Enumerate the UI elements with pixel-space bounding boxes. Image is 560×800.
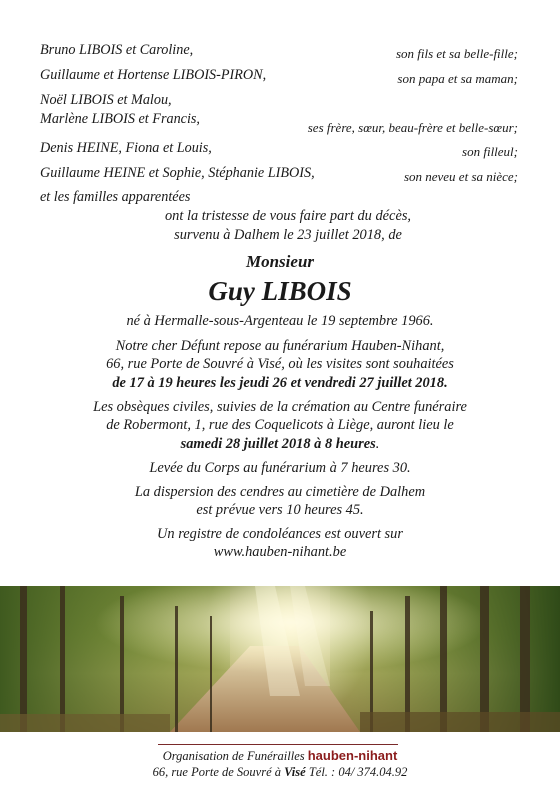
footer-org-prefix: Organisation de Funérailles [162, 749, 305, 763]
dispersion-line: La dispersion des cendres au cimetière de Dalhem [134, 484, 426, 500]
family-relation: son papa et sa maman; [397, 71, 518, 86]
funeral-date-line [0, 436, 560, 453]
family-row [0, 165, 560, 185]
announcement-line: survenu à Dalhem le 23 juillet 2018, de [174, 227, 402, 243]
family-row [0, 140, 560, 160]
family-row [0, 189, 560, 209]
footer-organisation [0, 748, 560, 764]
family-member-name: Guillaume et Hortense LIBOIS-PIRON, [40, 67, 267, 83]
deceased-title: Monsieur [245, 252, 315, 271]
family-row [0, 120, 560, 140]
family-row [0, 67, 560, 87]
announcement-line: ont la tristesse de vous faire part du décès, [164, 208, 412, 224]
family-member-name: Guillaume HEINE et Sophie, Stéphanie LIBOIS, [40, 165, 315, 181]
footer-city: Visé [284, 765, 306, 779]
family-row [0, 42, 560, 62]
visitation-line: Notre cher Défunt repose au funérarium Hauben-Nihant, [115, 338, 445, 354]
funeral-date: samedi 28 juillet 2018 à 8 heures [180, 436, 376, 452]
registry-url[interactable]: www.hauben-nihant.be [213, 544, 347, 560]
funeral-date-end: . [375, 436, 380, 452]
funeral-line: de Robermont, 1, rue des Coquelicots à Liège, auront lieu le [106, 417, 454, 433]
family-member-name: et les familles apparentées [40, 189, 191, 205]
registry-line: Un registre de condoléances est ouvert sur [157, 526, 403, 542]
birth-line: né à Hermalle-sous-Argenteau le 19 septembre 1966. [126, 313, 434, 329]
family-member-name: Marlène LIBOIS et Francis, [40, 111, 200, 127]
visitation-line: 66, rue Porte de Souvré à Visé, où les visites sont souhaitées [106, 356, 454, 372]
levee-line: Levée du Corps au funérarium à 7 heures 30. [149, 460, 411, 476]
family-relation: son neveu et sa nièce; [403, 169, 518, 184]
brand-logo-text: hauben-nihant [307, 748, 398, 763]
family-member-name: Denis HEINE, Fiona et Louis, [40, 140, 212, 156]
funeral-line: Les obsèques civiles, suivies de la crémation au Centre funéraire [93, 399, 467, 415]
deceased-name: Guy LIBOIS [208, 276, 352, 306]
family-relation: son fils et sa belle-fille; [395, 46, 518, 61]
family-member-name: Noël LIBOIS et Malou, [40, 92, 172, 108]
footer-address [0, 765, 560, 780]
footer-address-prefix: 66, rue Porte de Souvré à [152, 765, 282, 779]
footer-divider [158, 744, 398, 745]
visitation-hours: de 17 à 19 heures les jeudi 26 et vendredi 27 juillet 2018. [112, 375, 448, 391]
footer-phone: Tél. : 04/ 374.04.92 [308, 765, 408, 779]
family-member-name: Bruno LIBOIS et Caroline, [40, 42, 194, 58]
family-row [0, 92, 560, 112]
forest-illustration [0, 586, 560, 732]
forest-path-photo [0, 586, 560, 732]
family-relation: son filleul; [462, 144, 518, 159]
dispersion-line: est prévue vers 10 heures 45. [196, 502, 364, 518]
family-relation: ses frère, sœur, beau-frère et belle-sœur; [307, 120, 518, 135]
